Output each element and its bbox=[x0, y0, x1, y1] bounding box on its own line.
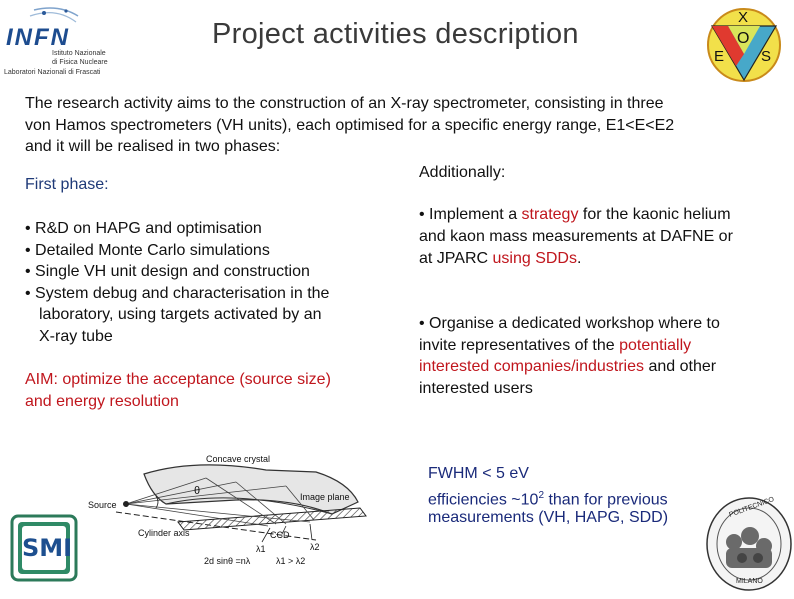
text-span: • Implement a bbox=[419, 206, 522, 223]
label-lambda1: λ1 bbox=[256, 544, 266, 554]
text-span: efficiencies ~10 bbox=[428, 491, 539, 509]
first-phase-bullet-1: • R&D on HAPG and optimisation bbox=[25, 220, 262, 237]
infn-line-2: di Fisica Nucleare bbox=[52, 59, 108, 66]
infn-logo-text: INFN bbox=[6, 24, 70, 51]
additionally-bullet-1-line-2: and kaon mass measurements at DAFNE or bbox=[419, 228, 733, 245]
infn-logo bbox=[4, 4, 114, 80]
xeos-letter-e: E bbox=[714, 48, 725, 65]
label-source: Source bbox=[88, 500, 117, 510]
infn-line-1: Istituto Nazionale bbox=[52, 50, 106, 57]
label-theta: θ bbox=[194, 485, 201, 497]
first-phase-bullet-3: • Single VH unit design and construction bbox=[25, 263, 310, 280]
first-phase-bullet-4-cont-1: laboratory, using targets activated by an bbox=[39, 306, 322, 323]
label-ccd: CCD bbox=[270, 530, 290, 540]
polimi-seal bbox=[704, 496, 794, 592]
text-span: invite representatives of the bbox=[419, 336, 620, 354]
sdd-highlight: using SDDs bbox=[492, 250, 577, 267]
additionally-bullet-1-line-3 bbox=[419, 248, 581, 270]
potentially-highlight: potentially bbox=[619, 336, 692, 354]
polimi-seal-bottom: MILANO bbox=[736, 578, 763, 585]
intro-line-1: The research activity aims to the construction of an X-ray spectrometer, consisting in three bbox=[25, 95, 664, 112]
additionally-bullet-2-line-1: • Organise a dedicated workshop where to bbox=[419, 315, 720, 332]
first-phase-bullet-2: • Detailed Monte Carlo simulations bbox=[25, 241, 270, 259]
xeos-letter-x: X bbox=[738, 9, 749, 26]
text-span: . bbox=[576, 250, 582, 267]
label-bragg-formula: 2d sinθ =nλ bbox=[204, 556, 251, 566]
first-phase-bullet-4-cont-2: X-ray tube bbox=[39, 327, 113, 345]
results-fwhm: FWHM < 5 eV bbox=[428, 465, 529, 482]
intro-line-2: von Hamos spectrometers (VH units), each optimised for a specific energy range, E1<E<E2 bbox=[25, 116, 675, 134]
xeos-letter-s: S bbox=[761, 48, 772, 65]
aim-line-1: AIM: optimize the acceptance (source size) bbox=[25, 371, 331, 388]
results-measurements: measurements (VH, HAPG, SDD) bbox=[428, 509, 669, 526]
infn-line-3: Laboratori Nazionali di Frascati bbox=[4, 69, 101, 76]
label-concave-crystal: Concave crystal bbox=[206, 454, 271, 464]
xeos-logo bbox=[704, 6, 784, 84]
additionally-bullet-2-line-4: interested users bbox=[419, 379, 533, 397]
companies-highlight: interested companies/industries bbox=[419, 358, 645, 375]
text-span: for the kaonic helium bbox=[578, 206, 731, 223]
smi-logo bbox=[8, 512, 80, 584]
image-plane-strip bbox=[178, 508, 366, 530]
intro-line-3: and it will be realised in two phases: bbox=[25, 138, 281, 155]
additionally-heading: Additionally: bbox=[419, 164, 506, 181]
label-lambda-relation: λ1 > λ2 bbox=[276, 556, 306, 566]
source-point bbox=[123, 501, 129, 507]
lambda1-marker bbox=[262, 528, 270, 542]
strategy-highlight: strategy bbox=[521, 206, 579, 223]
label-lambda2: λ2 bbox=[310, 542, 320, 552]
smi-logo-text: SMI bbox=[22, 534, 73, 562]
von-hamos-diagram bbox=[86, 442, 378, 594]
first-phase-bullet-4: • System debug and characterisation in the bbox=[25, 284, 330, 302]
text-span: at JPARC bbox=[419, 250, 493, 267]
xeos-letter-o: O bbox=[737, 30, 750, 47]
additionally-bullet-2-line-3 bbox=[419, 356, 716, 378]
label-image-plane: Image plane bbox=[300, 492, 350, 502]
label-cylinder-axis: Cylinder axis bbox=[138, 528, 190, 538]
text-span: and other bbox=[644, 358, 717, 375]
first-phase-heading: First phase: bbox=[25, 176, 109, 193]
von-hamos-diagram-svg bbox=[86, 442, 378, 594]
exponent: 2 bbox=[538, 490, 545, 501]
additionally-bullet-2-line-2 bbox=[419, 335, 691, 357]
concave-crystal-shape bbox=[144, 465, 358, 514]
aim-line-2: and energy resolution bbox=[25, 392, 179, 410]
page-title: Project activities description bbox=[212, 18, 579, 50]
text-span: than for previous bbox=[544, 491, 668, 509]
lambda2-marker bbox=[310, 524, 312, 540]
polimi-seal-top: POLITECNICO bbox=[728, 496, 776, 519]
additionally-bullet-1-line-1 bbox=[419, 204, 731, 226]
